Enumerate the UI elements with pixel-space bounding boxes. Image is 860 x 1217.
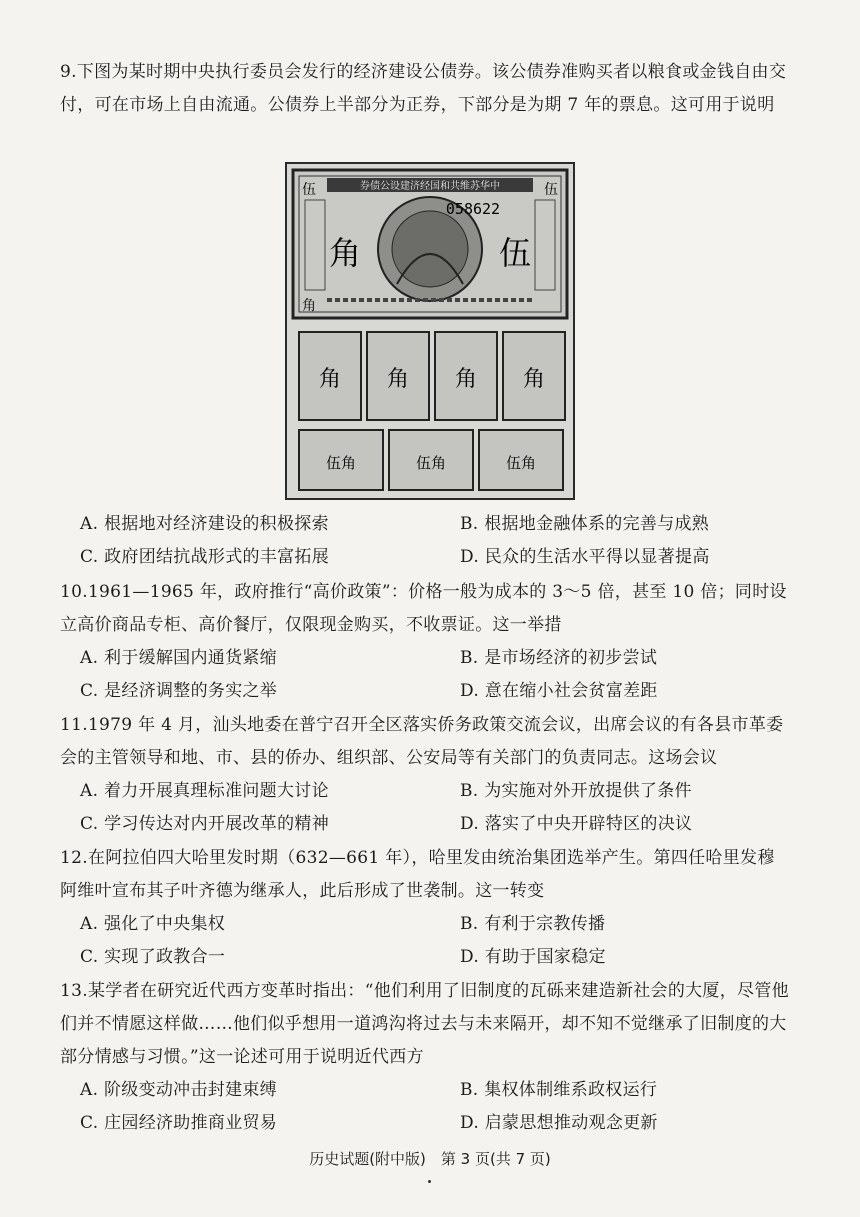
coupon-label: 角: [454, 367, 478, 392]
bond-denomination-right: 伍: [498, 234, 532, 272]
bond-serial: 058622: [445, 200, 501, 218]
question-stem: 11.1979 年 4 月，汕头地委在普宁召开全区落实侨务政策交流会议，出席会议的有各县市革委会的主管领导和地、市、县的侨办、组织部、公安局等有关部门的负责同志。这场会议: [60, 715, 784, 768]
option-b[interactable]: B. 集权体制维系政权运行: [460, 1080, 658, 1100]
question-stem: 9.下图为某时期中央执行委员会发行的经济建设公债券。该公债券准购买者以粮食或金钱自由交付，可在市场上自由流通。公债券上半部分为正券，下部分是为期 7 年的票息。这可用于说明: [60, 62, 787, 115]
option-d[interactable]: D. 启蒙思想推动观念更新: [460, 1113, 658, 1133]
option-a[interactable]: A. 利于缓解国内通货紧缩: [80, 648, 277, 668]
question-number: 9.: [60, 62, 77, 82]
coupon-label-small: 伍角: [325, 454, 357, 472]
option-d[interactable]: D. 有助于国家稳定: [460, 947, 606, 967]
question-9: [60, 56, 790, 122]
question-stem: 13.某学者在研究近代西方变革时指出：“他们利用了旧制度的瓦砾来建造新社会的大厦，尽管他们并不情愿这样做……他们似乎想用一道鸿沟将过去与未来隔开，却不知不觉继承了旧制度的大部分情感与习惯。”这一论述可用于说明近代西方: [60, 981, 789, 1067]
option-c[interactable]: C. 是经济调整的务实之举: [80, 681, 278, 701]
question-9-options: [60, 508, 790, 574]
question-12: [60, 842, 790, 974]
option-d[interactable]: D. 意在缩小社会贫富差距: [460, 681, 658, 701]
options-grid: [80, 775, 790, 841]
option-b[interactable]: B. 是市场经济的初步尝试: [460, 648, 658, 668]
coupon-label-small: 伍角: [415, 454, 447, 472]
option-a[interactable]: A. 阶级变动冲击封建束缚: [80, 1080, 277, 1100]
bond-illustration: [287, 164, 573, 498]
option-c[interactable]: C. 庄园经济助推商业贸易: [80, 1113, 278, 1133]
bond-image: [285, 162, 575, 500]
question-number: 11.: [60, 715, 88, 735]
bond-corner-bottom-left: 角: [302, 298, 316, 314]
question-number: 12.: [60, 848, 88, 868]
coupon-label: 角: [318, 367, 342, 392]
option-b[interactable]: B. 根据地金融体系的完善与成熟: [460, 514, 710, 534]
option-a[interactable]: A. 强化了中央集权: [80, 914, 226, 934]
option-c[interactable]: C. 实现了政教合一: [80, 947, 226, 967]
footer-dot: [428, 1180, 431, 1183]
question-number: 13.: [60, 981, 88, 1001]
bond-denomination-left: 角: [328, 234, 362, 272]
option-b[interactable]: B. 为实施对外开放提供了条件: [460, 781, 692, 801]
options-grid: [80, 508, 790, 574]
option-b[interactable]: B. 有利于宗教传播: [460, 914, 606, 934]
question-13: [60, 975, 790, 1140]
coupon-label-small: 伍角: [505, 454, 537, 472]
question-stem: 12.在阿拉伯四大哈里发时期（632—661 年），哈里发由统治集团选举产生。第四任哈里发穆阿维叶宣布其子叶齐德为继承人，此后形成了世袭制。这一转变: [60, 848, 775, 901]
question-10: [60, 576, 790, 708]
bond-top-banner: 券债公设建济经国和共维苏华中: [360, 181, 500, 192]
option-d[interactable]: D. 民众的生活水平得以显著提高: [460, 547, 710, 567]
option-c[interactable]: C. 学习传达对内开展改革的精神: [80, 814, 330, 834]
page-footer: 历史试题(附中版) 第 3 页(共 7 页): [309, 1150, 551, 1168]
option-a[interactable]: A. 根据地对经济建设的积极探索: [80, 514, 329, 534]
question-number: 10.: [60, 582, 88, 602]
coupon-label: 角: [522, 367, 546, 392]
bond-corner-right: 伍: [544, 182, 558, 198]
question-11: [60, 709, 790, 841]
question-stem: 10.1961—1965 年，政府推行“高价政策”：价格一般为成本的 3～5 倍，甚至 10 倍；同时设立高价商品专柜、高价餐厅，仅限现金购买，不收票证。这一举措: [60, 582, 787, 635]
option-d[interactable]: D. 落实了中央开辟特区的决议: [460, 814, 693, 834]
coupon-label: 角: [386, 367, 410, 392]
options-grid: [80, 908, 790, 974]
option-a[interactable]: A. 着力开展真理标准问题大讨论: [80, 781, 329, 801]
options-grid: [80, 1074, 790, 1140]
bond-corner-left: 伍: [302, 182, 316, 198]
option-c[interactable]: C. 政府团结抗战形式的丰富拓展: [80, 547, 330, 567]
options-grid: [80, 642, 790, 708]
